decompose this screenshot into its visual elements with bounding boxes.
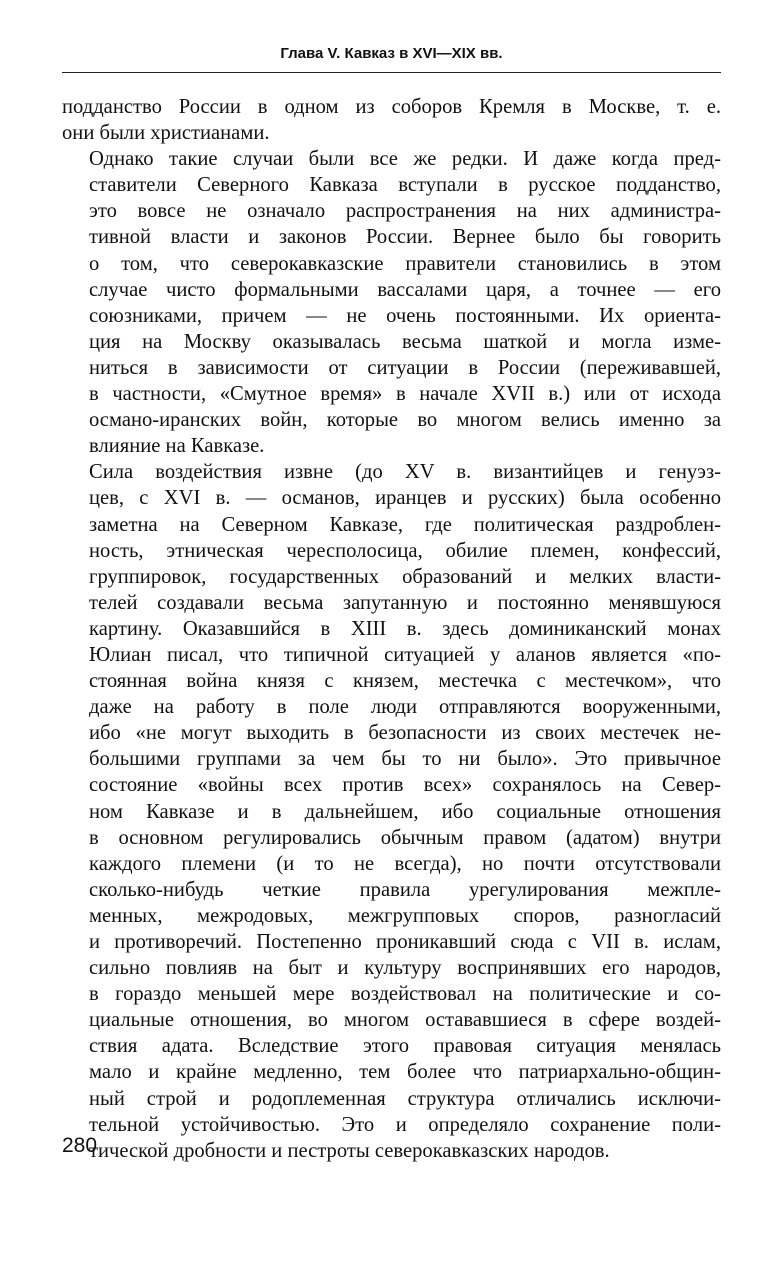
text-line: в гораздо меньшей мере воздействовал на политические и со-: [89, 983, 721, 1006]
text-line: заметна на Северном Кавказе, где политическая раздроблен-: [89, 513, 721, 536]
text-line: случае чисто формальными вассалами царя, а точнее — его: [89, 278, 721, 301]
text-line: группировок, государственных образований и мелких власти-: [89, 565, 721, 588]
text-line: большими группами за чем бы то ни было». Это привычное: [89, 748, 721, 771]
header-divider: [62, 72, 721, 73]
page-number: 280: [62, 1134, 98, 1157]
text-line: тивной власти и законов России. Вернее было бы говорить: [89, 226, 721, 249]
body-text: [62, 94, 721, 1164]
text-line: подданство России в одном из соборов Кремля в Москве, т. е.: [62, 96, 721, 118]
text-line: состояние «войны всех против всех» сохранялось на Север-: [89, 774, 721, 797]
text-line: ность, этническая чересполосица, обилие племен, конфессий,: [89, 539, 721, 562]
text-line: менных, межродовых, межгрупповых споров, разногласий: [89, 904, 721, 927]
text-line: цев, с XVI в. — османов, иранцев и русских) была особенно: [89, 487, 721, 510]
text-line: о том, что северокавказские правители становились в этом: [89, 252, 721, 275]
text-line: картину. Оказавшийся в XIII в. здесь доминиканский монах: [89, 617, 721, 640]
text-line: они были христианами.: [62, 122, 270, 145]
text-line: ном Кавказе и в дальнейшем, ибо социальные отношения: [89, 800, 721, 823]
text-line: каждого племени (и то не всегда), но почти отсутствовали: [89, 852, 721, 875]
text-line: это вовсе не означало распространения на них администра-: [89, 200, 721, 223]
text-line: ибо «не могут выходить в безопасности из своих местечек не-: [89, 722, 721, 745]
text-line: циальные отношения, во многом остававшиеся в сфере воздей-: [89, 1009, 721, 1032]
text-line: Однако такие случаи были все же редки. И даже когда пред-: [89, 148, 721, 171]
text-line: в основном регулировались обычным правом (адатом) внутри: [89, 826, 721, 849]
text-line: тической дробности и пестроты северокавказских народов.: [89, 1139, 610, 1162]
text-line: тельной устойчивостью. Это и определяло сохранение поли-: [89, 1113, 721, 1136]
paragraph-3: [62, 459, 721, 1164]
text-line: стоянная война князя с князем, местечка с местечком», что: [89, 670, 721, 693]
text-line: в частности, «Смутное время» в начале XVII в.) или от исхода: [89, 383, 721, 406]
text-line: ция на Москву оказывалась весьма шаткой и могла изме-: [89, 330, 721, 353]
text-line: Юлиан писал, что типичной ситуацией у аланов является «по-: [89, 643, 721, 666]
paragraph-1: [62, 94, 721, 146]
paragraph-2: [62, 146, 721, 459]
text-line: мало и крайне медленно, тем более что патриархально-общин-: [89, 1061, 721, 1084]
text-line: ный строй и родоплеменная структура отличались исключи-: [89, 1087, 721, 1110]
text-line: телей создавали весьма запутанную и постоянно менявшуюся: [89, 591, 721, 614]
text-line: влияние на Кавказе.: [89, 435, 265, 458]
text-line: и противоречий. Постепенно проникавший сюда с VII в. ислам,: [89, 931, 721, 953]
text-line: даже на работу в поле люди отправляются вооруженными,: [89, 696, 721, 719]
text-line: ставители Северного Кавказа вступали в русское подданство,: [89, 174, 721, 197]
text-line: османо-иранских войн, которые во многом велись именно за: [89, 409, 721, 432]
text-line: ствия адата. Вследствие этого правовая ситуация менялась: [89, 1035, 721, 1058]
text-line: сколько-нибудь четкие правила урегулирования межпле-: [89, 878, 721, 901]
running-head: Глава V. Кавказ в XVI—XIX вв.: [280, 45, 503, 62]
text-line: сильно повлияв на быт и культуру воспринявших его народов,: [89, 957, 721, 980]
text-line: союзниками, причем — не очень постоянными. Их ориента-: [89, 304, 721, 327]
text-line: Сила воздействия извне (до XV в. византийцев и генуэз-: [89, 461, 721, 484]
text-line: ниться в зависимости от ситуации в России (переживавшей,: [89, 356, 721, 379]
